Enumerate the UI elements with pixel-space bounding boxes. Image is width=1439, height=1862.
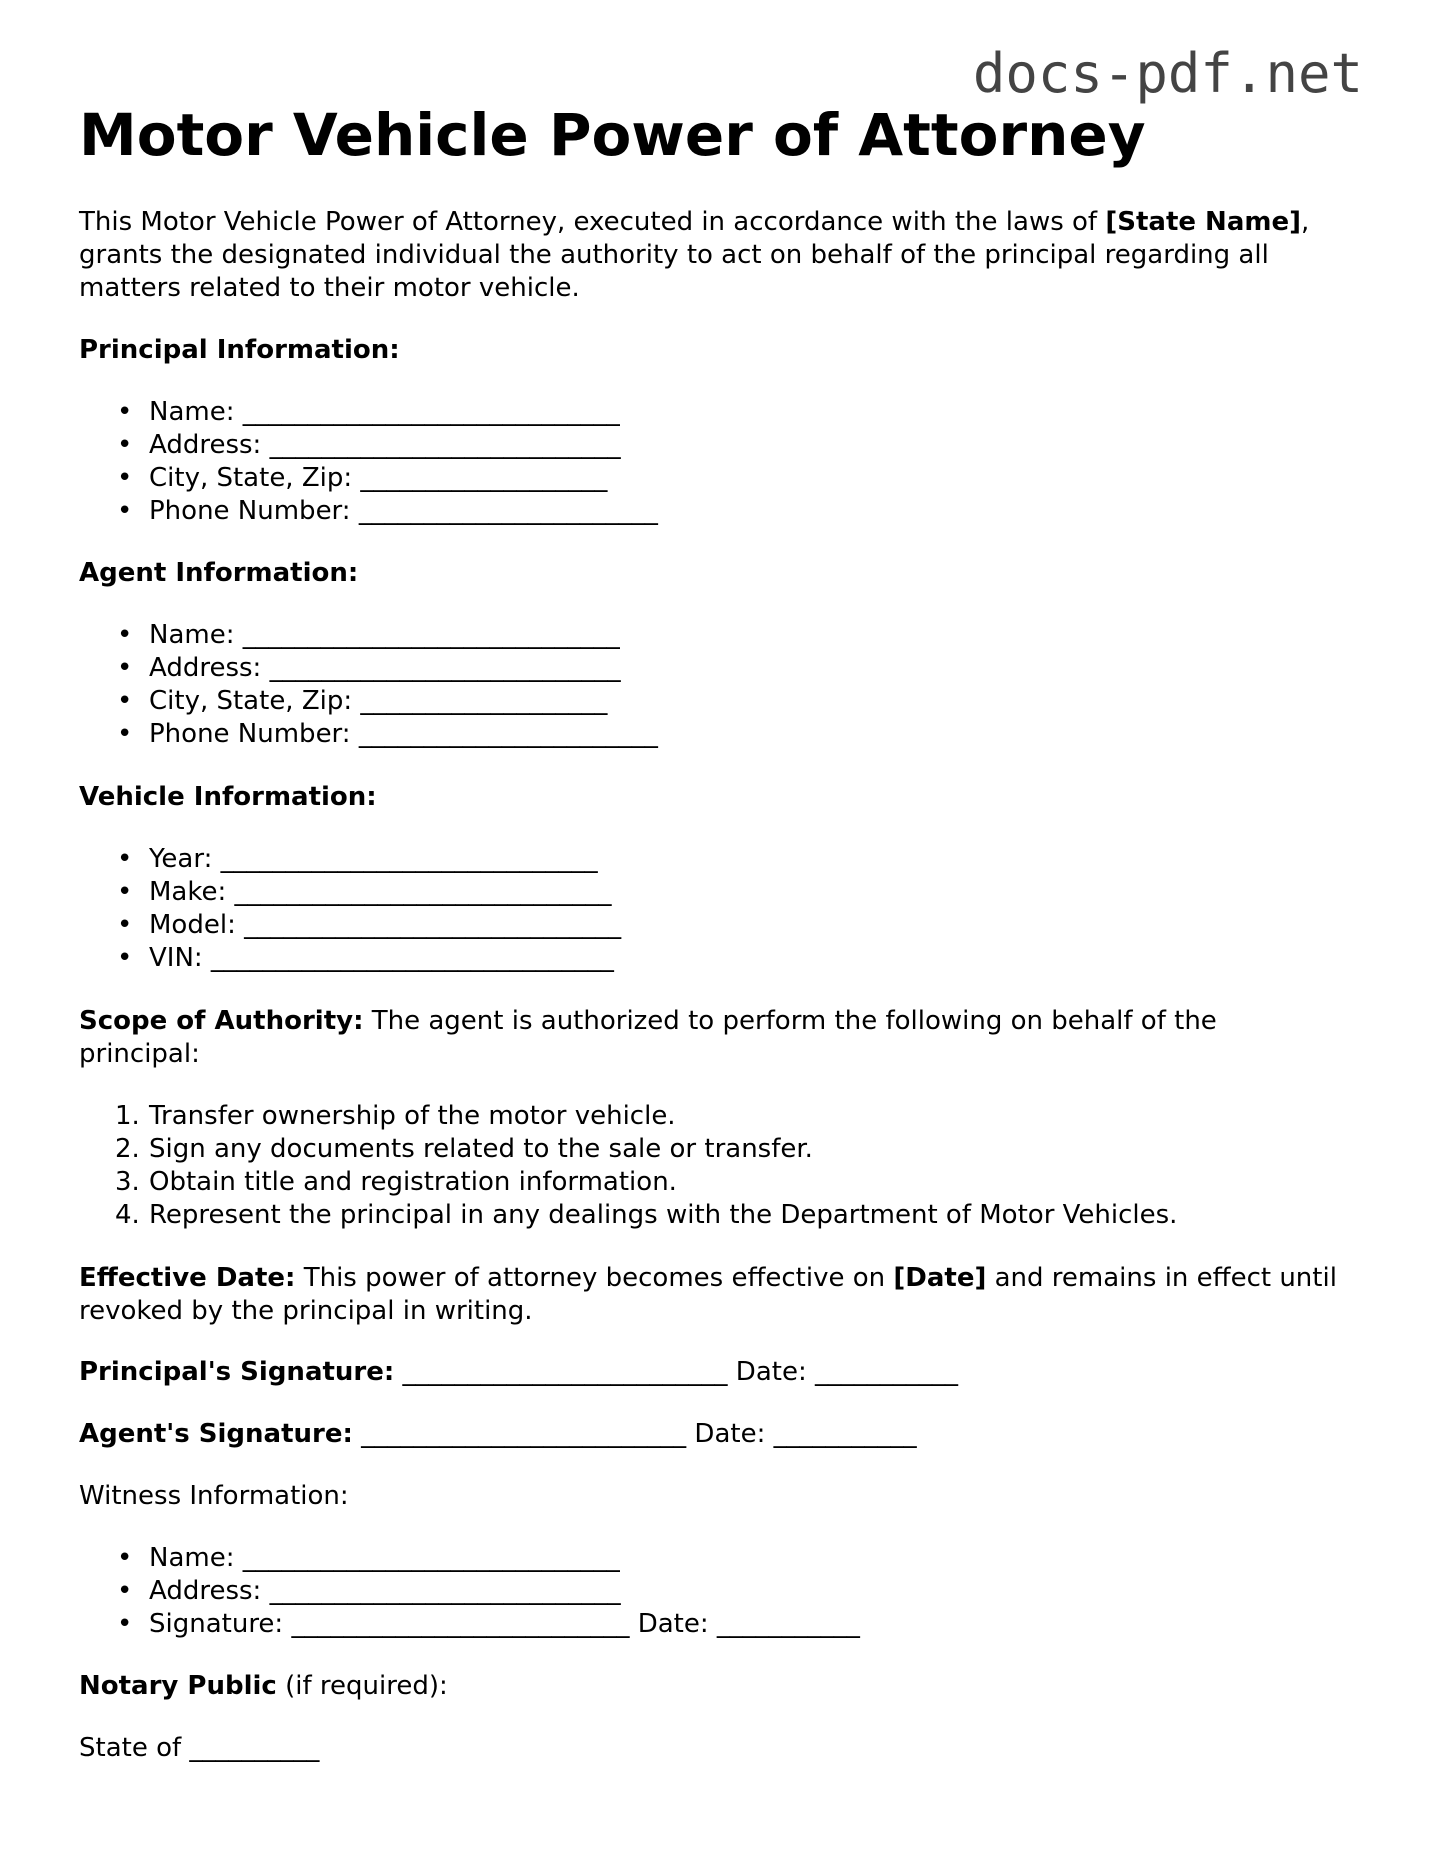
list-item: 3. Obtain title and registration information. [115,1167,677,1197]
list-item: • Name: _____________________________ [79,619,1339,652]
scope-heading: Scope of Authority: [79,1006,364,1036]
state-of-line: State of __________ [79,1733,320,1763]
principal-heading: Principal Information: [79,335,400,365]
effective-heading: Effective Date: [79,1263,296,1293]
intro-state-placeholder: [State Name] [1105,207,1301,237]
list-item: • Address: ___________________________ [79,1575,1339,1608]
list-item: • City, State, Zip: ___________________ [79,685,1339,718]
list-item: 2. Sign any documents related to the sale or transfer. [115,1134,813,1164]
notary-heading: Notary Public (if required): [79,1671,448,1701]
list-item: • Phone Number: _______________________ [79,495,1339,528]
principal-signature-line: Principal's Signature: _________________________ Date: ___________ [79,1357,958,1387]
list-item: • Phone Number: _______________________ [79,718,1339,751]
list-item: • Signature: __________________________ Date: ___________ [79,1608,1339,1641]
agent-heading: Agent Information: [79,558,359,588]
effective-date-paragraph: Effective Date: This power of attorney becomes effective on [Date] and remains in effect until revoked by the principal in writing. [79,1263,1337,1326]
scope-list [79,1100,1339,1232]
list-item: 4. Represent the principal in any dealings with the Department of Motor Vehicles. [115,1200,1178,1230]
list-item: • Make: _____________________________ [79,876,1339,909]
watermark-logo: docs-pdf.net [972,42,1363,105]
list-item: • City, State, Zip: ___________________ [79,462,1339,495]
list-item: • VIN: _______________________________ [79,942,1339,975]
witness-heading: Witness Information: [79,1481,349,1511]
intro-text-post: , grants the designated individual the authority to act on behalf of the principal regarding all matters related to their motor vehicle. [79,207,1310,303]
list-item: • Address: ___________________________ [79,652,1339,685]
witness-fields-list [79,1542,1339,1641]
effective-date-placeholder: [Date] [893,1263,987,1293]
list-item: 1. Transfer ownership of the motor vehicle. [115,1101,676,1131]
page-title: Motor Vehicle Power of Attorney [79,101,1146,169]
agent-fields-list [79,619,1339,751]
agent-signature-line: Agent's Signature: _________________________ Date: ___________ [79,1419,917,1449]
list-item: • Address: ___________________________ [79,429,1339,462]
intro-paragraph [79,206,1339,305]
scope-text: The agent is authorized to perform the following on behalf of the principal: [79,1006,1217,1069]
list-item: • Name: _____________________________ [79,396,1339,429]
scope-paragraph [79,1005,1339,1071]
vehicle-heading: Vehicle Information: [79,782,377,812]
intro-text-pre: This Motor Vehicle Power of Attorney, executed in accordance with the laws of [79,207,1106,237]
list-item: • Name: _____________________________ [79,1542,1339,1575]
list-item: • Year: _____________________________ [79,843,1339,876]
list-item: • Model: _____________________________ [79,909,1339,942]
principal-fields-list [79,396,1339,528]
vehicle-fields-list [79,843,1339,975]
